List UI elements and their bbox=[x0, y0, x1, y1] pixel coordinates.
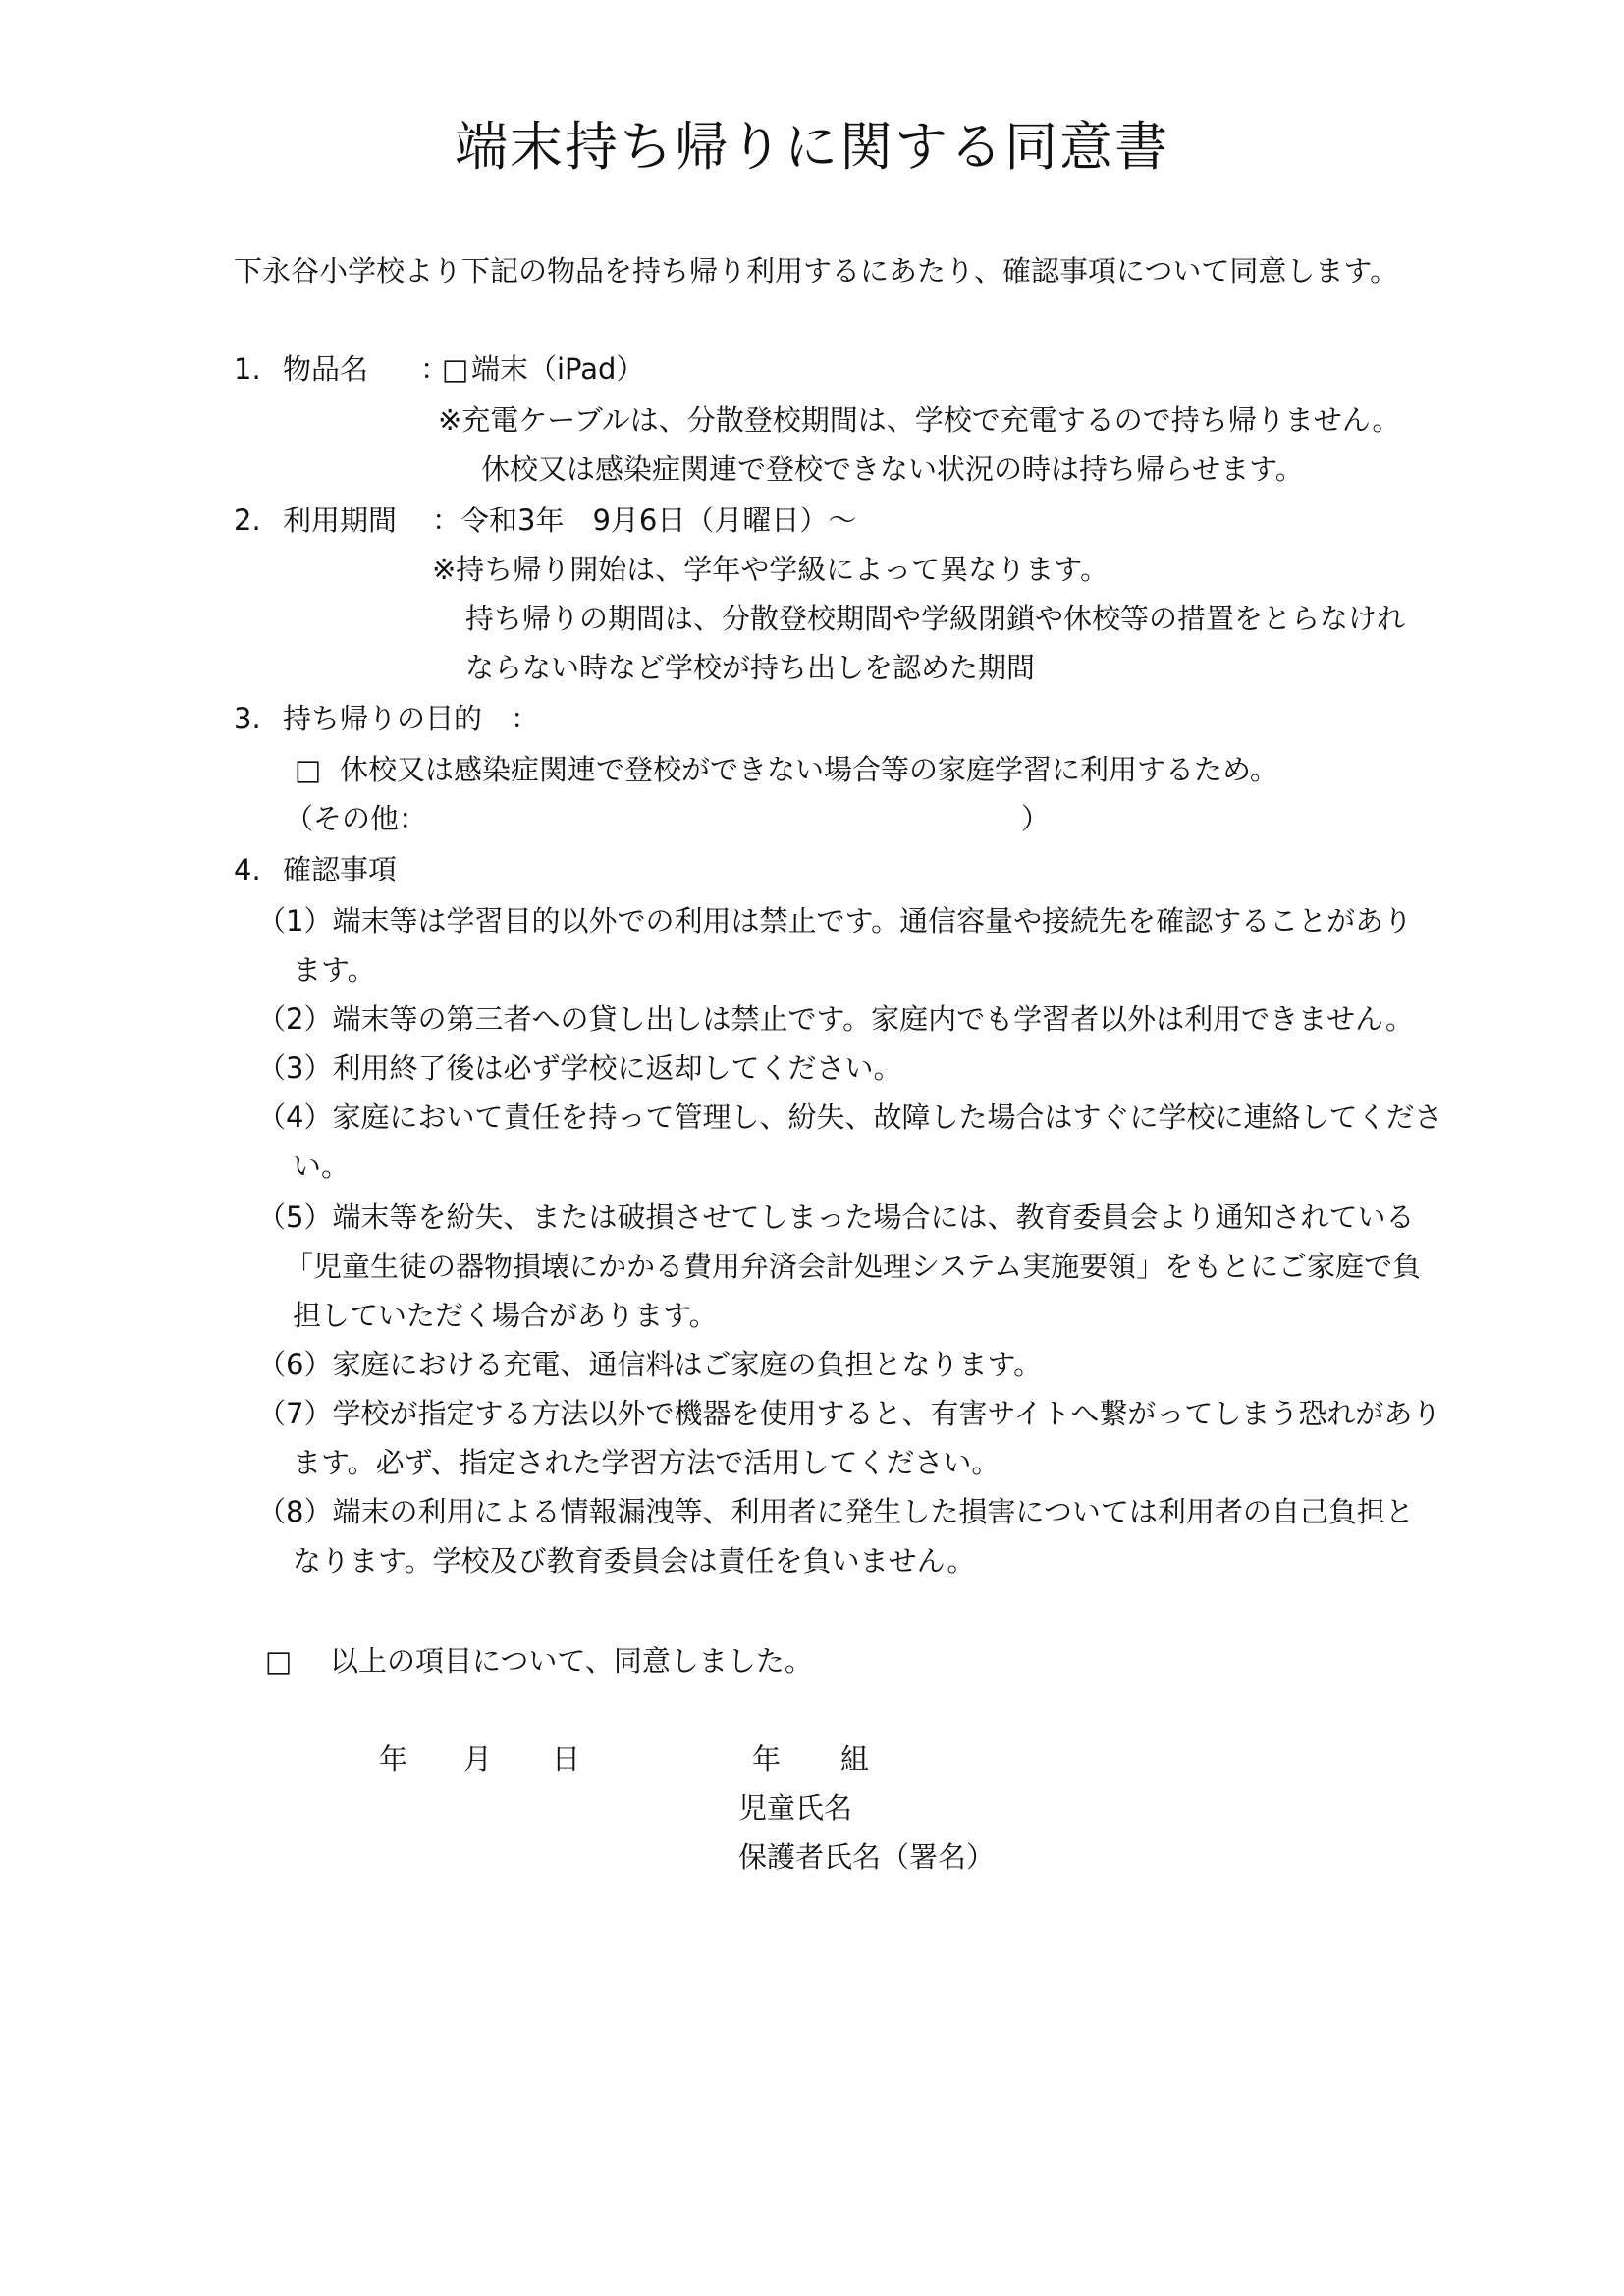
item1-colon: ： bbox=[420, 352, 450, 386]
intro-text: 下永谷小学校より下記の物品を持ち帰り利用するにあたり、確認事項について同意します。 bbox=[234, 254, 1399, 288]
rule-4-line-2: い。 bbox=[293, 1149, 351, 1183]
item2-value: ：令和3年 9月6日（月曜日）～ bbox=[432, 504, 857, 537]
item3-label: 持ち帰りの目的 ： bbox=[283, 702, 540, 735]
item1-number: 1. bbox=[234, 352, 261, 386]
agreement-text: 以上の項目について、同意しました。 bbox=[330, 1644, 813, 1678]
rule-1-line-1: （1）端末等は学習目的以外での利用は禁止です。通信容量や接続先を確認することがあり bbox=[257, 904, 1413, 937]
rule-5-line-2: 「児童生徒の器物損壊にかかる費用弁済会計処理システム実施要領」をもとにご家庭で負 bbox=[285, 1250, 1422, 1283]
school-year-label: 年 bbox=[752, 1742, 782, 1776]
date-day-label: 日 bbox=[552, 1742, 581, 1776]
item3-option: 休校又は感染症関連で登校ができない場合等の家庭学習に利用するため。 bbox=[340, 753, 1278, 786]
rule-5-line-1: （5）端末等を紛失、または破損させてしまった場合には、教育委員会より通知されている bbox=[257, 1201, 1415, 1234]
item3-checkbox[interactable]: □ bbox=[295, 753, 322, 786]
rule-7-line-1: （7）学校が指定する方法以外で機器を使用すると、有害サイトへ繋がってしまう恐れがあり bbox=[257, 1397, 1441, 1430]
item2-note-1: ※持ち帰り開始は、学年や学級によって異なります。 bbox=[432, 553, 1109, 586]
item4-number: 4. bbox=[234, 853, 261, 886]
item2-label: 利用期間 bbox=[283, 504, 398, 537]
item1-note-2: 休校又は感染症関連で登校できない状況の時は持ち帰らせます。 bbox=[481, 453, 1304, 486]
rule-4-line-1: （4）家庭において責任を持って管理し、紛失、故障した場合はすぐに学校に連絡してくださ bbox=[257, 1100, 1443, 1134]
student-name-label: 児童氏名 bbox=[738, 1791, 853, 1825]
item4-label: 確認事項 bbox=[283, 853, 398, 886]
agreement-checkbox[interactable]: □ bbox=[265, 1644, 293, 1678]
class-label: 組 bbox=[840, 1742, 870, 1776]
rule-7-line-2: ます。必ず、指定された学習方法で活用してください。 bbox=[293, 1446, 1001, 1479]
item2-number: 2. bbox=[234, 504, 261, 537]
rule-1-line-2: ます。 bbox=[293, 953, 376, 987]
item2-note-2: 持ち帰りの期間は、分散登校期間や学級閉鎖や休校等の措置をとらなけれ bbox=[465, 602, 1406, 635]
item3-other-close: ） bbox=[1021, 802, 1051, 835]
rule-3: （3）利用終了後は必ず学校に返却してください。 bbox=[257, 1051, 902, 1085]
date-month-label: 月 bbox=[463, 1742, 493, 1776]
rule-2: （2）端末等の第三者への貸し出しは禁止です。家庭内でも学習者以外は利用できません。 bbox=[257, 1002, 1414, 1036]
rule-8-line-2: なります。学校及び教育委員会は責任を負いません。 bbox=[293, 1544, 976, 1577]
item2-note-3: ならない時など学校が持ち出しを認めた期間 bbox=[465, 651, 1036, 684]
item1-label: 物品名 bbox=[283, 352, 369, 386]
rule-5-line-3: 担していただく場合があります。 bbox=[293, 1299, 718, 1332]
document-title: 端末持ち帰りに関する同意書 bbox=[455, 116, 1169, 178]
guardian-name-label: 保護者氏名（署名） bbox=[738, 1841, 996, 1874]
item1-checkbox[interactable]: □ bbox=[442, 352, 469, 386]
date-year-label: 年 bbox=[379, 1742, 408, 1776]
item3-other-label: （その他： bbox=[285, 802, 428, 835]
rule-6: （6）家庭における充電、通信料はご家庭の負担となります。 bbox=[257, 1348, 1043, 1381]
rule-8-line-1: （8）端末の利用による情報漏洩等、利用者に発生した損害については利用者の自己負担と bbox=[257, 1495, 1414, 1528]
item1-value: 端末（iPad） bbox=[471, 352, 645, 386]
item3-number: 3. bbox=[234, 702, 261, 735]
item1-note-1: ※充電ケーブルは、分散登校期間は、学校で充電するので持ち帰りません。 bbox=[438, 403, 1401, 437]
